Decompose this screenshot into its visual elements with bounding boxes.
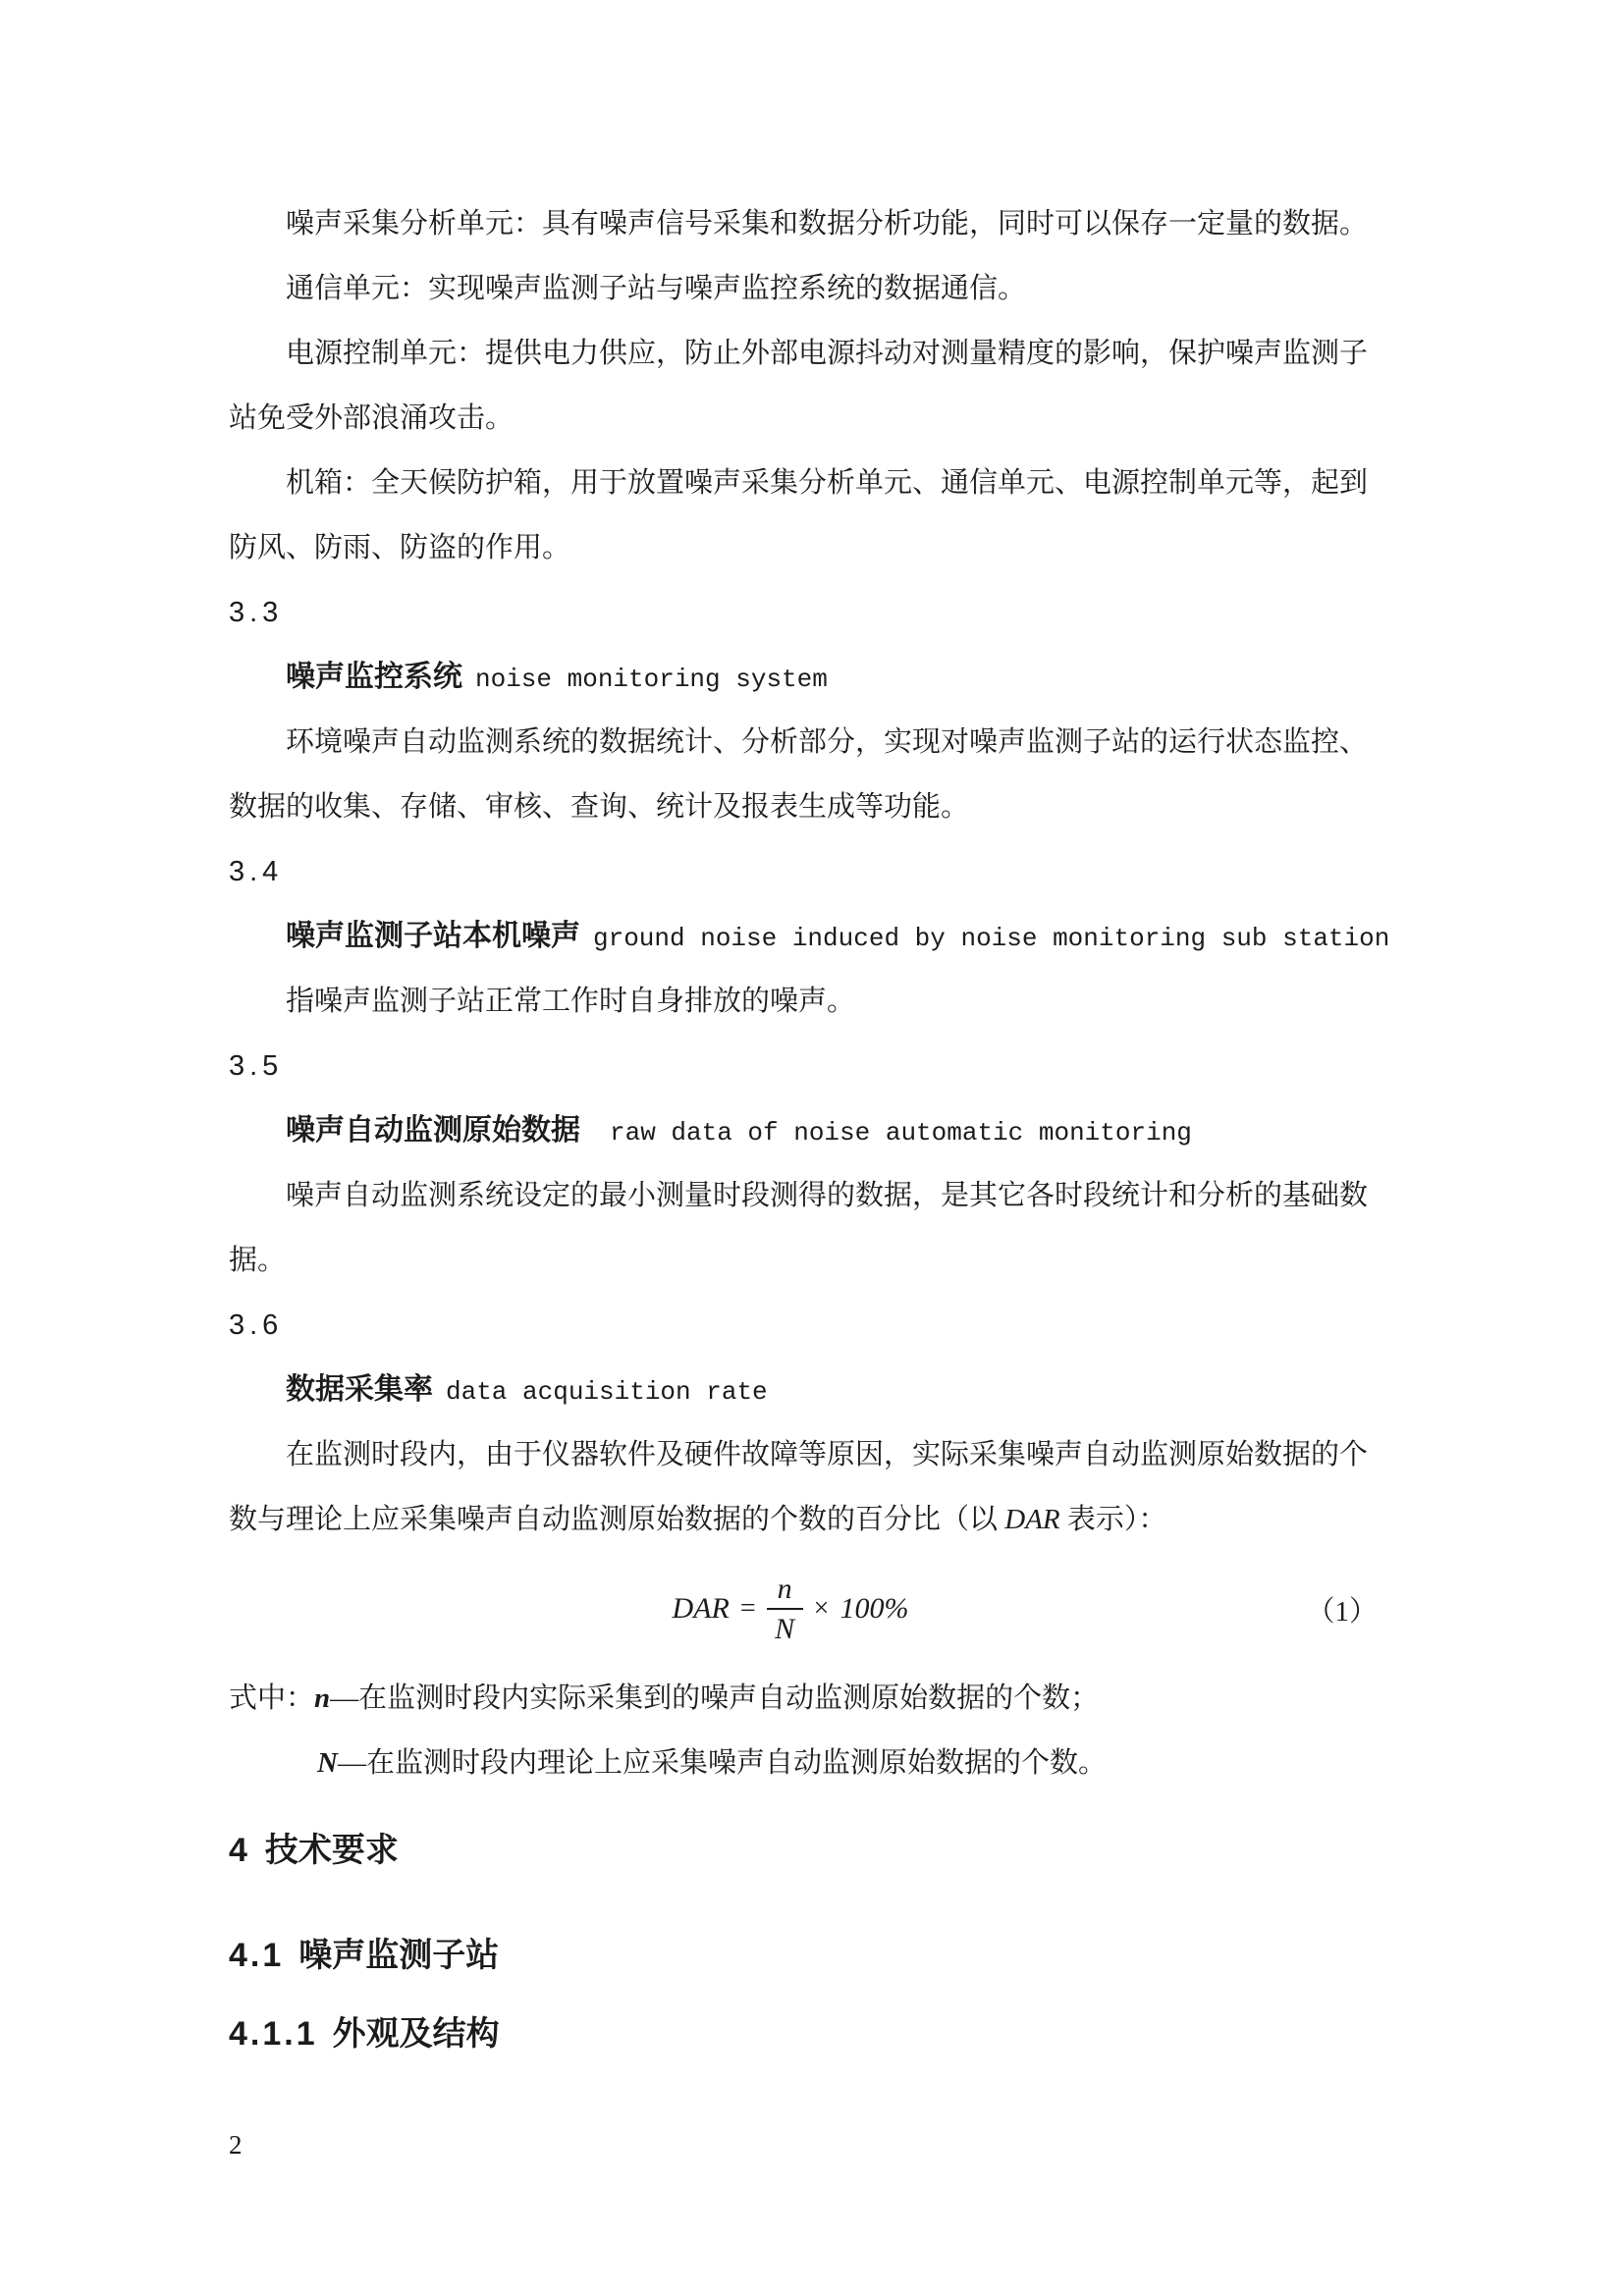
variable-N: N: [317, 1747, 338, 1779]
equals-sign: =: [739, 1593, 756, 1624]
term-english: raw data of noise automatic monitoring: [610, 1118, 1192, 1148]
where-clause-n: [229, 1666, 1395, 1731]
definition-3-5-line-2: 据。: [229, 1245, 287, 1276]
heading-title: 外观及结构: [332, 2015, 500, 2053]
term-line-3-4: [229, 904, 1395, 969]
definition-3-6-line-1: 在监测时段内，由于仪器软件及硬件故障等原因，实际采集噪声自动监测原始数据的个: [286, 1439, 1369, 1470]
formula-expression: [673, 1573, 909, 1645]
heading-4-1: [229, 1923, 1395, 1988]
heading-number: 4: [229, 1832, 250, 1869]
section-number-text: 3.5: [229, 1050, 284, 1082]
heading-number: 4.1: [229, 1937, 285, 1974]
definition-3-3-line-1: 环境噪声自动监测系统的数据统计、分析部分，实现对噪声监测子站的运行状态监控、: [286, 726, 1369, 758]
fraction-numerator: n: [767, 1573, 803, 1610]
section-number-3-5: [229, 1034, 1395, 1098]
paragraph-power-unit-line-2: 站免受外部浪涌攻击。: [229, 402, 514, 434]
formula-lhs-dar: DAR: [672, 1592, 730, 1625]
heading-4: [229, 1818, 1395, 1883]
definition-3-3-line-2: 数据的收集、存储、审核、查询、统计及报表生成等功能。: [229, 791, 970, 823]
definition-3-5-line-1: 噪声自动监测系统设定的最小测量时段测得的数据，是其它各时段统计和分析的基础数: [286, 1180, 1369, 1211]
definition-3-6-line-2: [229, 1487, 1395, 1552]
section-number-3-6: [229, 1293, 1395, 1358]
where-n-description: —在监测时段内实际采集到的噪声自动监测原始数据的个数；: [330, 1682, 1100, 1714]
term-chinese: 噪声监测子站本机噪声: [286, 920, 580, 952]
variable-dar: DAR: [1004, 1504, 1060, 1535]
section-number-text: 3.3: [229, 597, 284, 628]
heading-title: 技术要求: [264, 1832, 399, 1869]
section-number-text: 3.6: [229, 1309, 284, 1341]
where-clause-N: [229, 1731, 1395, 1795]
section-number-3-3: [229, 580, 1395, 645]
paragraph-collect-unit-line-1: 噪声采集分析单元：具有噪声信号采集和数据分析功能，同时可以保存一定量的数据。: [286, 208, 1369, 240]
paragraph-cabinet-line-1: 机箱：全天候防护箱，用于放置噪声采集分析单元、通信单元、电源控制单元等，起到: [286, 467, 1369, 499]
definition-text: 表示）：: [1059, 1504, 1167, 1535]
term-chinese: 噪声监控系统: [286, 661, 462, 693]
definition-3-4-line-1: 指噪声监测子站正常工作时自身排放的噪声。: [286, 986, 856, 1017]
where-prefix: 式中：: [229, 1682, 315, 1714]
term-english: noise monitoring system: [475, 665, 828, 694]
paragraph-comm-unit-line-1: 通信单元：实现噪声监测子站与噪声监控系统的数据通信。: [286, 273, 1027, 304]
term-english: ground noise induced by noise monitoring sub station: [593, 924, 1390, 953]
term-chinese: 数据采集率: [286, 1373, 433, 1406]
term-line-3-3: [229, 645, 1395, 710]
term-english: data acquisition rate: [446, 1377, 768, 1407]
formula-1: [229, 1552, 1395, 1666]
formula-fraction: [767, 1573, 803, 1645]
term-line-3-5: [229, 1098, 1395, 1163]
multiply-sign: ×: [813, 1593, 830, 1624]
heading-4-1-1: [229, 2002, 1395, 2066]
fraction-denominator: N: [775, 1613, 795, 1645]
heading-number: 4.1.1: [229, 2015, 318, 2053]
where-N-description: —在监测时段内理论上应采集噪声自动监测原始数据的个数。: [337, 1747, 1107, 1779]
term-line-3-6: [229, 1358, 1395, 1422]
formula-rhs-percent: 100%: [839, 1592, 909, 1625]
section-number-text: 3.4: [229, 856, 284, 887]
page-number: 2: [229, 2130, 243, 2160]
definition-text: 数与理论上应采集噪声自动监测原始数据的个数的百分比（以: [229, 1504, 1005, 1535]
section-number-3-4: [229, 839, 1395, 904]
variable-n: n: [314, 1682, 331, 1714]
paragraph-power-unit-line-1: 电源控制单元：提供电力供应，防止外部电源抖动对测量精度的影响，保护噪声监测子: [286, 338, 1369, 369]
formula-number-label: （1）: [1306, 1595, 1378, 1628]
term-chinese: 噪声自动监测原始数据: [286, 1114, 580, 1147]
paragraph-cabinet-line-2: 防风、防雨、防盗的作用。: [229, 532, 571, 563]
heading-title: 噪声监测子站: [298, 1937, 500, 1974]
